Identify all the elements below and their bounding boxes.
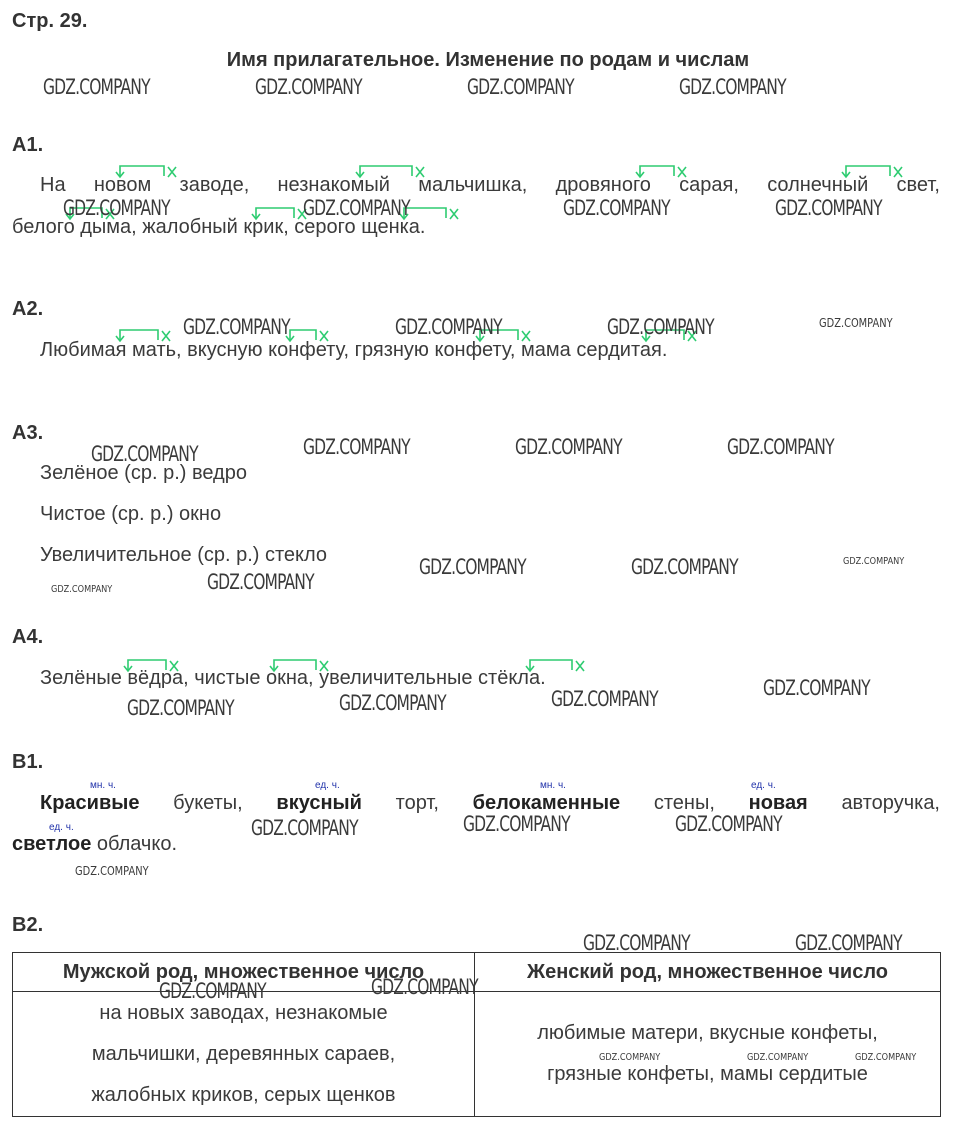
watermark: GDZ.COMPANY [679,75,786,99]
watermark: GDZ.COMPANY [371,975,478,999]
table-cell [13,992,475,1117]
task-a2-label: А2. [12,298,44,320]
watermark: GDZ.COMPANY [727,435,834,459]
task-b2-label: В2. [12,914,44,936]
watermark: GDZ.COMPANY [775,196,882,220]
watermark: GDZ.COMPANY [675,812,782,836]
watermark: GDZ.COMPANY [75,864,149,878]
number-note: ед. ч. [751,780,776,791]
adjective: вкусный [276,792,362,814]
task-a3-item: Увеличительное (ср. р.) стекло [40,544,328,566]
task-a3-item: Зелёное (ср. р.) ведро [40,462,247,484]
task-b1-label: В1. [12,751,44,773]
a1-word: дровяного [555,174,651,196]
table-header: Мужской род, множественное число [13,953,475,992]
a1-word: новом [93,174,152,196]
page-title: Имя прилагательное. Изменение по родам и числам [226,49,750,71]
noun: торт, [395,792,439,814]
noun: стены, [653,792,715,814]
watermark: GDZ.COMPANY [63,196,170,220]
a1-word: свет, [896,174,940,196]
watermark: GDZ.COMPANY [843,556,905,567]
a1-word: незнакомый [277,174,390,196]
task-a1-line1 [40,174,940,197]
watermark: GDZ.COMPANY [463,812,570,836]
cell-line: грязные конфеты, мамы сердитые [547,1063,868,1085]
watermark: GDZ.COMPANY [127,696,234,720]
cell-line: любимые матери, вкусные конфеты, [537,1022,878,1044]
watermark: GDZ.COMPANY [467,75,574,99]
number-note: ед. ч. [49,822,74,833]
task-a4-line1: Зелёные вёдра, чистые окна, увеличительные стёкла. [40,667,546,689]
task-a3-label: А3. [12,422,44,444]
watermark: GDZ.COMPANY [599,1052,661,1063]
watermark: GDZ.COMPANY [91,442,198,466]
task-a1-line2: белого дыма, жалобный крик, серого щенка. [12,216,426,238]
noun: букеты, [173,792,243,814]
ending-x-icon [450,209,458,219]
a1-word: солнечный [767,174,869,196]
task-b1-line2 [12,833,177,856]
task-a2-line1: Любимая мать, вкусную конфету, грязную конфету, мама сердитая. [40,339,668,361]
number-note: ед. ч. [315,780,340,791]
watermark: GDZ.COMPANY [747,1052,809,1063]
number-note: мн. ч. [90,780,116,791]
watermark: GDZ.COMPANY [159,979,266,1003]
watermark: GDZ.COMPANY [563,196,670,220]
task-a1-label: А1. [12,134,44,156]
watermark: GDZ.COMPANY [631,555,738,579]
adjective: Красивые [40,792,140,814]
watermark: GDZ.COMPANY [607,315,714,339]
watermark: GDZ.COMPANY [583,931,690,955]
adjective: светлое [12,833,92,855]
adjective: новая [748,792,808,814]
a1-word: заводе, [179,174,250,196]
watermark: GDZ.COMPANY [207,570,314,594]
watermark: GDZ.COMPANY [419,555,526,579]
task-a4-label: А4. [12,626,44,648]
watermark: GDZ.COMPANY [43,75,150,99]
watermark: GDZ.COMPANY [551,687,658,711]
watermark: GDZ.COMPANY [339,691,446,715]
task-a3-item: Чистое (ср. р.) окно [40,503,222,525]
a1-word: На [40,174,66,196]
watermark: GDZ.COMPANY [515,435,622,459]
page-reference: Стр. 29. [12,10,88,32]
a1-word: сарая, [679,174,739,196]
noun: облачко. [96,833,177,855]
watermark: GDZ.COMPANY [303,196,410,220]
adjective: белокаменные [472,792,621,814]
ending-x-icon [576,661,584,671]
watermark: GDZ.COMPANY [183,315,290,339]
watermark: GDZ.COMPANY [255,75,362,99]
watermark: GDZ.COMPANY [819,316,893,330]
watermark: GDZ.COMPANY [763,676,870,700]
cell-line: на новых заводах, незнакомые [99,1001,388,1024]
watermark: GDZ.COMPANY [251,816,358,840]
watermark: GDZ.COMPANY [795,931,902,955]
watermark: GDZ.COMPANY [855,1052,917,1063]
table-header: Женский род, множественное число [475,953,941,992]
a1-word: мальчишка, [418,174,528,196]
watermark: GDZ.COMPANY [395,315,502,339]
watermark: GDZ.COMPANY [303,435,410,459]
number-note: мн. ч. [540,780,566,791]
noun: авторучка, [841,792,940,814]
cell-line: жалобных криков, серых щенков [91,1083,396,1106]
watermark: GDZ.COMPANY [51,584,113,595]
cell-line: мальчишки, деревянных сараев, [91,1042,396,1065]
